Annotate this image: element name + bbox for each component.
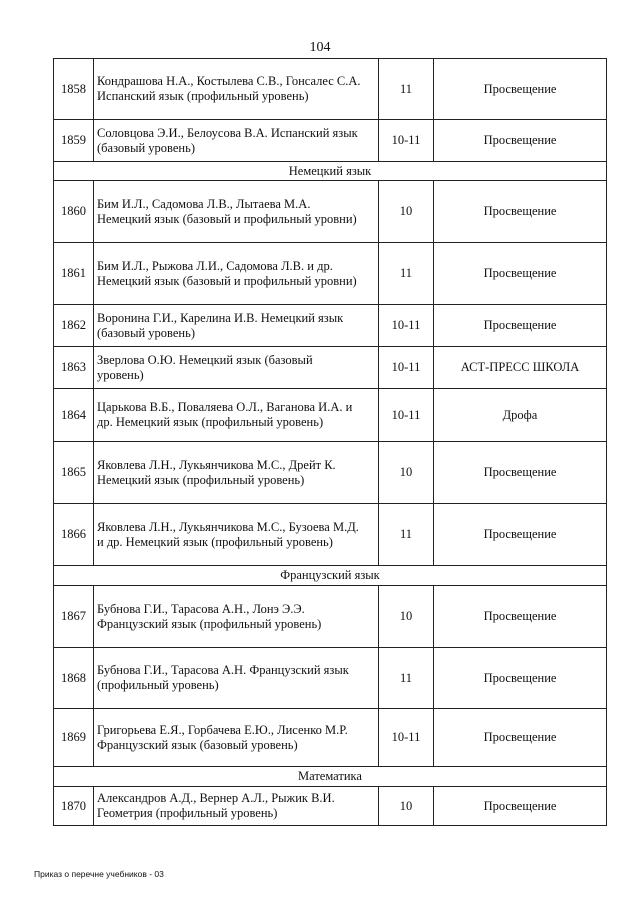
grade-level: 10-11 — [379, 120, 434, 162]
grade-level: 10-11 — [379, 709, 434, 767]
table-row — [54, 120, 607, 162]
table-row — [54, 442, 607, 504]
grade-level: 10 — [379, 442, 434, 504]
table-row — [54, 787, 607, 826]
section-header-row — [54, 566, 607, 586]
row-number: 1863 — [54, 347, 94, 389]
title-line-authors: Яковлева Л.Н., Лукьянчикова М.С., Дрейт К. — [97, 457, 336, 472]
title-line-subject: Испанский язык (профильный уровень) — [97, 89, 309, 103]
grade-level: 10 — [379, 181, 434, 243]
publisher: АСТ-ПРЕСС ШКОЛА — [434, 347, 607, 389]
publisher: Просвещение — [434, 442, 607, 504]
title-line-subject: Немецкий язык (профильный уровень) — [97, 472, 305, 487]
row-number: 1867 — [54, 586, 94, 648]
title-line-authors: Бим И.Л., Садомова Л.В., Лытаева М.А. — [97, 196, 311, 211]
row-number: 1859 — [54, 120, 94, 162]
textbook-title — [94, 347, 379, 389]
table-row — [54, 586, 607, 648]
publisher: Просвещение — [434, 586, 607, 648]
publisher: Просвещение — [434, 709, 607, 767]
footer-note: Приказ о перечне учебников - 03 — [34, 869, 164, 879]
table-row — [54, 305, 607, 347]
publisher: Просвещение — [434, 648, 607, 709]
title-line-authors: Яковлева Л.Н., Лукьянчикова М.С., Бузоева М.Д. — [97, 519, 359, 534]
title-line-subject: Немецкий язык (базовый и профильный уровни) — [97, 211, 357, 226]
title-line-subject: и др. Немецкий язык (профильный уровень) — [97, 534, 333, 549]
title-line-authors: Соловцова Э.И., Белоусова В.А. Испанский язык — [97, 125, 358, 140]
title-line-authors: Царькова В.Б., Поваляева О.Л., Ваганова И.А. и — [97, 400, 353, 414]
grade-level: 10-11 — [379, 305, 434, 347]
row-number: 1866 — [54, 504, 94, 566]
publisher: Просвещение — [434, 504, 607, 566]
row-number: 1868 — [54, 648, 94, 709]
section-header-row — [54, 162, 607, 181]
publisher: Просвещение — [434, 120, 607, 162]
section-title: Французский язык — [54, 566, 607, 586]
table-row — [54, 709, 607, 767]
textbook-title — [94, 181, 379, 243]
row-number: 1865 — [54, 442, 94, 504]
row-number: 1864 — [54, 389, 94, 442]
section-title: Математика — [54, 767, 607, 787]
section-title: Немецкий язык — [54, 162, 607, 181]
title-line-subject: (базовый уровень) — [97, 140, 195, 155]
textbook-title — [94, 648, 379, 709]
table-row — [54, 389, 607, 442]
row-number: 1860 — [54, 181, 94, 243]
publisher: Просвещение — [434, 243, 607, 305]
publisher: Просвещение — [434, 181, 607, 243]
title-line-subject: (профильный уровень) — [97, 678, 219, 692]
grade-level: 10-11 — [379, 347, 434, 389]
title-line-authors: Бубнова Г.И., Тарасова А.Н., Лонэ Э.Э. — [97, 601, 305, 616]
title-line-authors: Кондрашова Н.А., Костылева С.В., Гонсалес С.А. — [97, 74, 361, 88]
title-line-subject: Французский язык (базовый уровень) — [97, 737, 298, 752]
row-number: 1869 — [54, 709, 94, 767]
title-line-subject: Геометрия (профильный уровень) — [97, 806, 278, 820]
grade-level: 11 — [379, 243, 434, 305]
title-line-subject: др. Немецкий язык (профильный уровень) — [97, 415, 324, 429]
grade-level: 11 — [379, 648, 434, 709]
title-line-authors: Александров А.Д., Вернер А.Л., Рыжик В.И. — [97, 791, 335, 805]
table-row — [54, 59, 607, 120]
textbook-table — [53, 58, 607, 826]
title-line-subject: уровень) — [97, 367, 144, 382]
textbook-title — [94, 442, 379, 504]
row-number: 1870 — [54, 787, 94, 826]
textbook-title — [94, 709, 379, 767]
row-number: 1861 — [54, 243, 94, 305]
textbook-title — [94, 787, 379, 826]
textbook-title — [94, 120, 379, 162]
textbook-title — [94, 243, 379, 305]
table-row — [54, 347, 607, 389]
publisher: Просвещение — [434, 787, 607, 826]
textbook-title — [94, 305, 379, 347]
publisher: Просвещение — [434, 59, 607, 120]
textbook-title — [94, 389, 379, 442]
title-line-authors: Бим И.Л., Рыжова Л.И., Садомова Л.В. и др. — [97, 258, 333, 273]
table-row — [54, 243, 607, 305]
row-number: 1862 — [54, 305, 94, 347]
grade-level: 10 — [379, 787, 434, 826]
title-line-subject: Французский язык (профильный уровень) — [97, 616, 322, 631]
title-line-authors: Зверлова О.Ю. Немецкий язык (базовый — [97, 352, 313, 367]
grade-level: 10-11 — [379, 389, 434, 442]
title-line-subject: Немецкий язык (базовый и профильный уровни) — [97, 273, 357, 288]
textbook-title — [94, 504, 379, 566]
grade-level: 10 — [379, 586, 434, 648]
row-number: 1858 — [54, 59, 94, 120]
page-number: 104 — [309, 40, 331, 55]
grade-level: 11 — [379, 59, 434, 120]
title-line-authors: Бубнова Г.И., Тарасова А.Н. Французский язык — [97, 663, 349, 677]
table-row — [54, 504, 607, 566]
publisher: Просвещение — [434, 305, 607, 347]
section-header-row — [54, 767, 607, 787]
title-line-subject: (базовый уровень) — [97, 325, 195, 340]
title-line-authors: Григорьева Е.Я., Горбачева Е.Ю., Лисенко М.Р. — [97, 722, 348, 737]
grade-level: 11 — [379, 504, 434, 566]
table-row — [54, 181, 607, 243]
title-line-authors: Воронина Г.И., Карелина И.В. Немецкий язык — [97, 310, 344, 325]
textbook-title — [94, 586, 379, 648]
publisher: Дрофа — [434, 389, 607, 442]
textbook-title — [94, 59, 379, 120]
table-row — [54, 648, 607, 709]
